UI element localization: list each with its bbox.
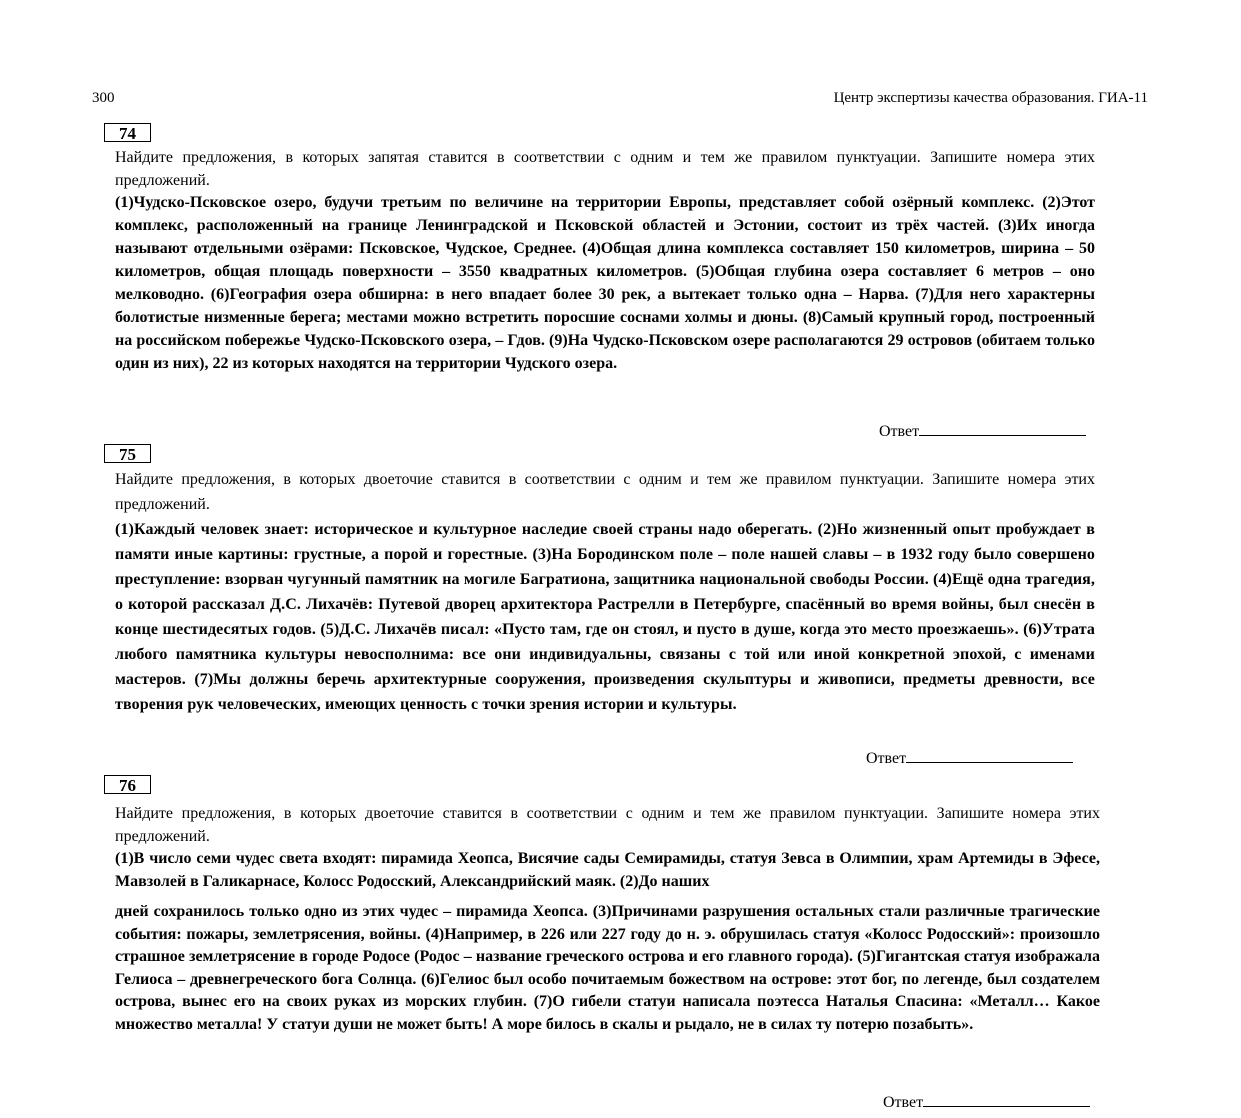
task-text-part1: (1)В число семи чудес света входят: пирамида Хеопса, Висячие сады Семирамиды, статуя Зевса в Олимпии, храм Артемиды в Эфесе, Мавзолей в Галикарнасе, Колосс Родосский, Александрийский маяк. (2)До наших bbox=[115, 850, 1100, 890]
task-text-part2: дней сохранилось только одно из этих чудес – пирамида Хеопса. (3)Причинами разрушения остальных стали различные трагические события: пожары, землетрясения, войны. (4)Например, в 226 или 227 году до н. э. обрушилась статуя «Колосс Родосский»: произошло страшное землетрясение в городе Родосе (Родос – название греческого острова и его главного города). (5)Гигантская статуя изображала Гелиоса – древнегреческого бога Солнца. (6)Гелиос был особо почитаемым божеством на острове: этот бог, по легенде, был создателем острова, вынес его на своих руках из морских глубин. (7)О гибели статуи написала поэтесса Наталья Спасина: «Металл… Какое множество металла! У статуи души не может быть! А море билось в скалы и рыдало, не в силах ту потерю позабыть». bbox=[115, 903, 1100, 1033]
bleed-through-artifact bbox=[560, 1066, 700, 1106]
task-number: 75 bbox=[104, 444, 151, 463]
task-number: 74 bbox=[104, 123, 151, 142]
task-text: (1)Чудско-Псковское озеро, будучи третьим по величине на территории Европы, представляет собой озёрный комплекс. (2)Этот комплекс, расположенный на границе Ленинградской и Псковской областей и Эстонии, состоит из трёх частей. (3)Их иногда называют отдельными озёрами: Псковское, Чудское, Среднее. (4)Общая длина комплекса составляет 150 километров, ширина – 50 километров, общая площадь поверхности – 3550 квадратных километров. (5)Общая глубина озера составляет 6 метров – оно мелководно. (6)География озера обширна: в него впадает более 30 рек, а вытекает только одна – Нарва. (7)Для него характерны болотистые низменные берега; местами можно встретить поросшие соснами холмы и дюны. (8)Самый крупный город, построенный на российском побережье Чудско-Псковского озера, – Гдов. (9)На Чудско-Псковском озере располагаются 29 островов (обитаем только один из них), 22 из которых находятся на территории Чудского озера. bbox=[115, 194, 1095, 372]
answer-field[interactable] bbox=[883, 1090, 1090, 1113]
page-number: 300 bbox=[92, 90, 115, 106]
task-instruction: Найдите предложения, в которых двоеточие ставится в соответствии с одним и тем же правилом пунктуации. Запишите номера этих предложений. bbox=[115, 805, 1100, 845]
bleed-through-artifact bbox=[160, 1066, 300, 1106]
answer-line[interactable] bbox=[923, 1090, 1090, 1107]
task-number: 76 bbox=[104, 775, 151, 794]
header-org: Центр экспертизы качества образования. ГИА-11 bbox=[833, 90, 1148, 106]
answer-field[interactable] bbox=[866, 746, 1073, 769]
answer-label: Ответ bbox=[883, 1094, 924, 1111]
answer-label: Ответ bbox=[866, 750, 907, 767]
task-instruction: Найдите предложения, в которых двоеточие ставится в соответствии с одним и тем же правилом пунктуации. Запишите номера этих предложений. bbox=[115, 471, 1095, 513]
answer-label: Ответ bbox=[879, 423, 920, 440]
task-instruction: Найдите предложения, в которых запятая ставится в соответствии с одним и тем же правилом пунктуации. Запишите номера этих предложений. bbox=[115, 149, 1095, 189]
answer-field[interactable] bbox=[879, 419, 1086, 442]
answer-line[interactable] bbox=[906, 746, 1073, 763]
task-text: (1)Каждый человек знает: историческое и культурное наследие своей страны надо оберегать. (2)Но жизненный опыт пробуждает в памяти иные картины: грустные, а порой и горестные. (3)На Бородинском поле – поле нашей славы – в 1932 году было совершено преступление: взорван чугунный памятник на могиле Багратиона, защитника национальной свободы России. (4)Ещё одна трагедия, о которой рассказал Д.С. Лихачёв: Путевой дворец архитектора Растрелли в Петербурге, спасённый во время войны, был снесён в конце шестидесятых годов. (5)Д.С. Лихачёв писал: «Пусто там, где он стоял, и пусто в душе, когда это место проезжаешь». (6)Утрата любого памятника культуры невосполнима: все они индивидуальны, связаны с той или иной конкретной эпохой, с именами мастеров. (7)Мы должны беречь архитектурные сооружения, произведения скульптуры и живописи, предметы древности, все творения рук человеческих, имеющих ценность с точки зрения истории и культуры. bbox=[115, 521, 1095, 713]
answer-line[interactable] bbox=[919, 419, 1086, 436]
